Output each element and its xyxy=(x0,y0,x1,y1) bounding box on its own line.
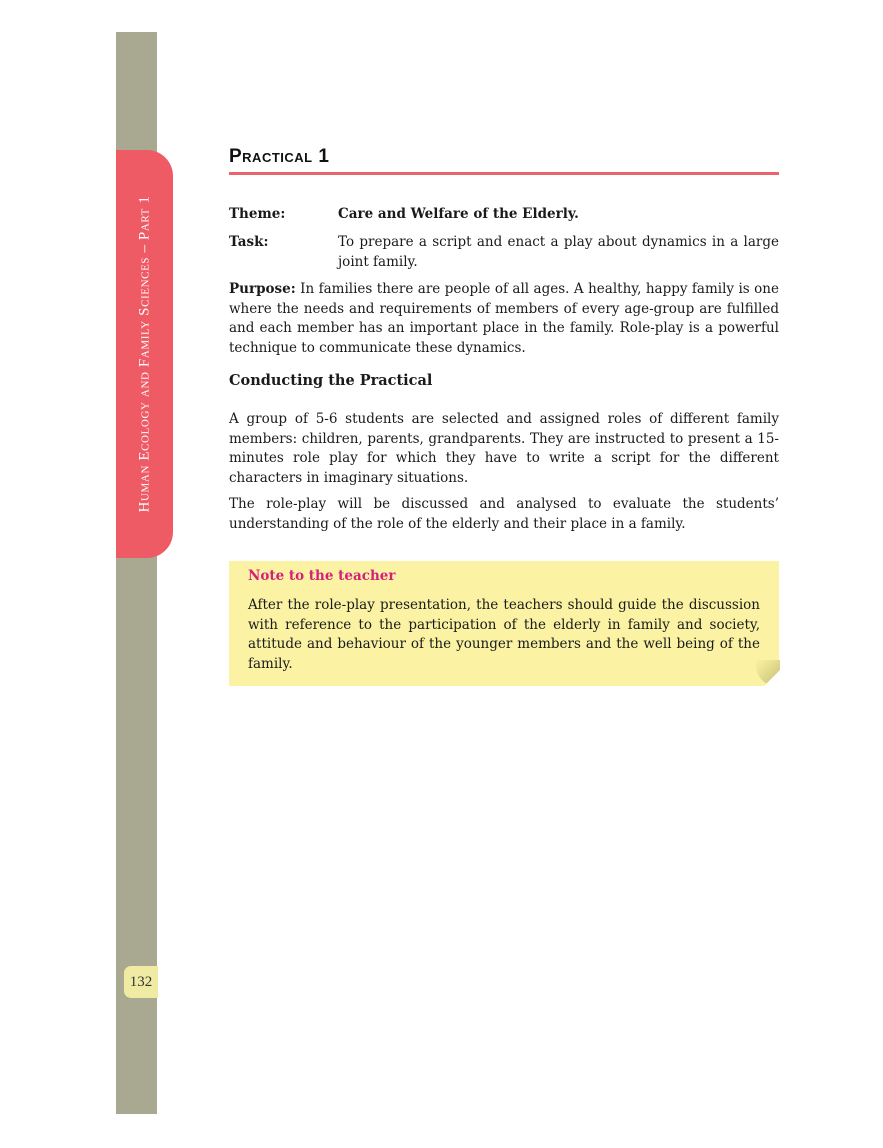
purpose-paragraph xyxy=(229,280,779,358)
teacher-note-text: After the role-play presentation, the teachers should guide the discussion with reference to the participation of the elderly in family and society, attitude and behaviour of the younger members and the well being of the family. xyxy=(248,597,760,672)
practical-title: Practical 1 xyxy=(229,146,330,167)
task-value: To prepare a script and enact a play about dynamics in a large joint family. xyxy=(338,234,779,270)
title-divider xyxy=(229,172,779,175)
conducting-heading: Conducting the Practical xyxy=(229,372,433,389)
purpose-text: In families there are people of all ages. A healthy, happy family is one where the needs and requirements of members of every age-group are fulfilled and each member has an important place in the family. Role-play is a powerful technique to communicate these dynamics. xyxy=(229,281,779,356)
conducting-paragraph-2: The role-play will be discussed and analysed to evaluate the students’ understanding of the role of the elderly and their place in a family. xyxy=(229,496,779,532)
book-title: Human Ecology and Family Sciences – Part 1 xyxy=(136,195,153,513)
conducting-paragraph-1: A group of 5-6 students are selected and assigned roles of different family members: children, parents, grandparents. They are instructed to present a 15-minutes role play for which they have to write a script for the different characters in imaginary situations. xyxy=(229,411,779,486)
theme-value: Care and Welfare of the Elderly. xyxy=(338,206,579,222)
task-label: Task: xyxy=(229,234,269,250)
theme-label: Theme: xyxy=(229,206,286,222)
teacher-note-title: Note to the teacher xyxy=(248,568,396,584)
page-number: 132 xyxy=(124,966,158,998)
purpose-label: Purpose: xyxy=(229,281,296,297)
